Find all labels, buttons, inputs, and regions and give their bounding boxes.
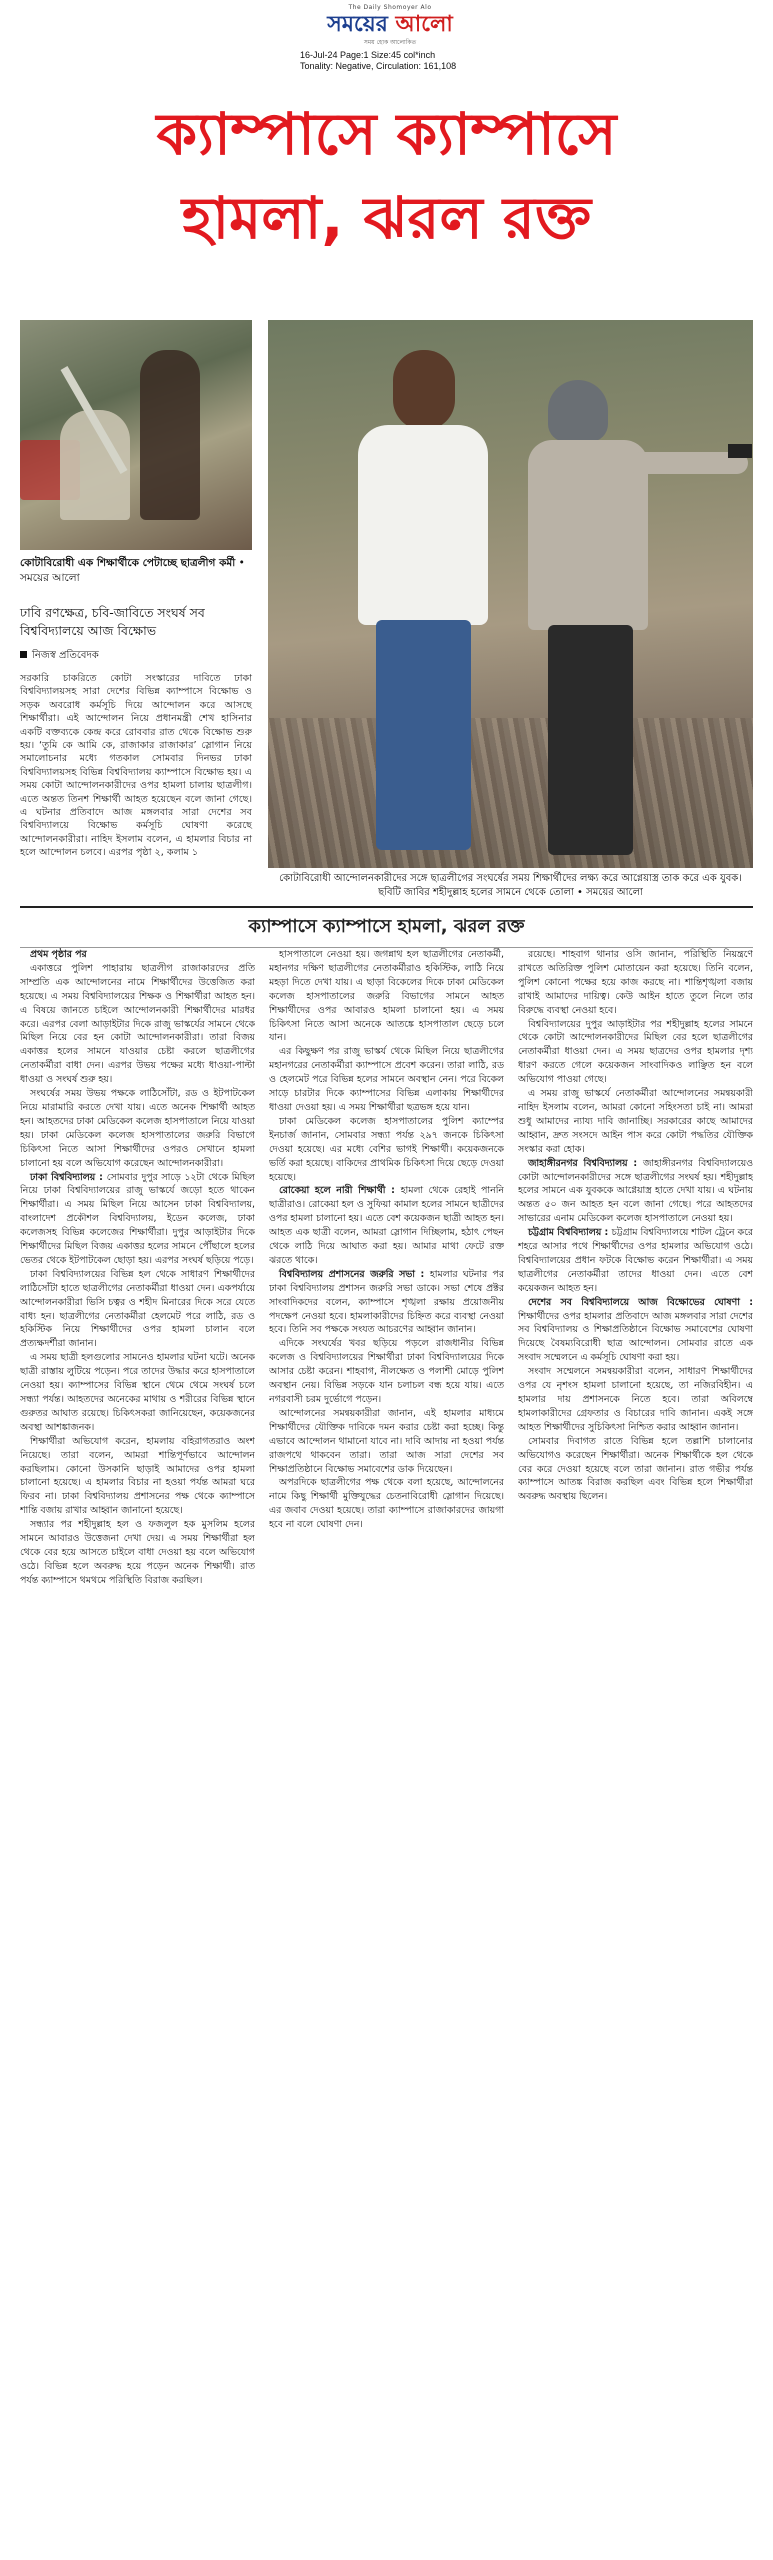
continuation-title: ক্যাম্পাসে ক্যাম্পাসে হামলা, ঝরল রক্ত	[20, 906, 753, 948]
masthead	[0, 0, 773, 71]
paragraph-subheading: বিশ্ববিদ্যালয় প্রশাসনের জরুরি সভা :	[279, 1268, 430, 1280]
article-paragraph	[518, 1226, 753, 1296]
paragraph-text: হাসপাতালে নেওয়া হয়। জগন্নাথ হল ছাত্রলীগের নেতাকর্মী, মহানগর দক্ষিণ ছাত্রলীগের নেতাকর্মীরাও হকিস্টিক, লাঠি নিয়ে মহড়া দিতে দেখা যায়। এ ছাড়া বিকেলের দিকে ঢাকা মেডিকেল কলেজ হাসপাতালের জরুরি বিভাগের সামনে আহত শিক্ষার্থীদের ওপর আবারও হামলা চালানো হয়। এ সময় চিকিৎসা নিতে আসা অনেকে আতঙ্কে হাসপাতাল ছেড়ে চলে যান।	[269, 949, 504, 1044]
paragraph-text: শিক্ষার্থীদের ওপর হামলার প্রতিবাদে আজ মঙ্গলবার সারা দেশের সব বিশ্ববিদ্যালয় ও শিক্ষাপ্রতিষ্ঠানে বিক্ষোভ সমাবেশের ঘোষণা দিয়েছে বৈষম্যবিরোধী ছাত্র আন্দোলন। সোমবার রাতে এক সংবাদ সম্মেলনে এ কর্মসূচি ঘোষণা করা হয়।	[518, 1310, 753, 1364]
paragraph-subheading: প্রথম পৃষ্ঠার পর	[30, 949, 87, 960]
photo-left-caption	[20, 556, 252, 586]
paragraph-text: ঢাকা বিশ্ববিদ্যালয়ের বিভিন্ন হল থেকে সাধারণ শিক্ষার্থীদের লাঠিসোঁটা হাতে ছাত্রলীগের নেতাকর্মীরা ধাওয়া দেন। একপর্যায়ে আন্দোলনকারীরা ভিসি চত্বর ও শহীদ মিনারের দিকে সরে যেতে বাধ্য হন। ছাত্রলীগের নেতাকর্মীরা হেলমেট পরে লাঠি, রড ও হকিস্টিক নিয়ে শিক্ষার্থীদের ওপর হামলা চালান বলে প্রত্যক্ষদর্শীরা জানান।	[20, 1268, 255, 1350]
logo-tagline: সময় হোক আলোকিত	[363, 39, 417, 46]
paragraph-text: জাহাঙ্গীরনগর বিশ্ববিদ্যালয়েও কোটা আন্দোলনকারীদের সঙ্গে ছাত্রলীগের সংঘর্ষ হয়। শহীদুল্লাহ হলের সামনে এক যুবককে আগ্নেয়াস্ত্র হাতে দেখা যায়। এ ঘটনায় অন্তত ৫০ জন আহত হন বলে জানা গেছে। পরে আহতদের সাভারের এনাম মেডিকেল কলেজ হাসপাতালে নেওয়া হয়।	[518, 1157, 753, 1225]
paragraph-text: শিক্ষার্থীরা অভিযোগ করেন, হামলায় বহিরাগতরাও অংশ নিয়েছে। তারা বলেন, আমরা শান্তিপূর্ণভাবে আন্দোলন করছিলাম। কোনো উসকানি ছাড়াই আমাদের ওপর হামলা চালানো হয়েছে। এ হামলার বিচার না হওয়া পর্যন্ত আমরা ঘরে ফিরব না। ঢাকা বিশ্ববিদ্যালয় প্রশাসনের পক্ষ থেকে ক্যাম্পাসে শান্তি বজায় রাখার আহ্বান জানানো হয়েছে।	[20, 1435, 255, 1517]
paragraph-text: হামলা থেকে রেহাই পাননি ছাত্রীরাও। রোকেয়া হল ও সুফিয়া কামাল হলের সামনে ছাত্রীদের ওপর হামলা চালানো হয়। এতে বেশ কয়েকজন ছাত্রী আহত হন। আহত এক ছাত্রী বলেন, আমরা স্লোগান দিচ্ছিলাম, হঠাৎ পেছন থেকে লাঠি দিয়ে আঘাত করা হয়। আমার মাথা ফেটে রক্ত ঝরতে থাকে।	[269, 1185, 504, 1266]
paragraph-text: বিশ্ববিদ্যালয়ের দুপুর আড়াইটার পর শহীদুল্লাহ হলের সামনে থেকে কোটা আন্দোলনকারীদের মিছিল বের হলে ছাত্রলীগের নেতাকর্মীরা ধাওয়া দেন। এ সময় ছাত্রদের ওপর হামলার দৃশ্য ধারণ করতে গেলে কয়েকজন সাংবাদিকও লাঞ্ছিত হন বলে অভিযোগ পাওয়া গেছে।	[518, 1018, 753, 1086]
newspaper-logo	[290, 4, 490, 48]
article-paragraph	[518, 1018, 753, 1088]
photo-attacker-figure	[140, 350, 200, 520]
article-paragraph	[269, 1115, 504, 1185]
logo-text	[290, 11, 490, 37]
photo-man-white-shirt	[348, 350, 498, 868]
article-paragraph	[518, 948, 753, 1018]
photo-gunman	[268, 320, 753, 868]
paragraph-text: একাত্তরে পুলিশ পাহারায় ছাত্রলীগ রাজাকারদের প্রতি সাম্প্রতি এক আন্দোলনের নামে শিক্ষার্থীদের উত্তেজিত করা হয়েছে। এ সময় বিশ্ববিদ্যালয়ের শিক্ষক ও শিক্ষার্থীরা আহত হন। এ বিষয়ে জানতে চাইলে আন্দোলনকারী শিক্ষার্থীদের মারধর করে। এরপর বেলা আড়াইটার দিকে রাজু ভাস্কর্যের সামনে থেকে মিছিল নিয়ে বের হন কোটা আন্দোলনকারীরা। তারা বিজয় একাত্তর হলের সামনে যাওয়ার চেষ্টা করলে ছাত্রলীগের নেতাকর্মীরা বাধা দেন। এরপর উভয় পক্ষের মধ্যে ধাওয়া-পাল্টা ধাওয়া ও সংঘর্ষ শুরু হয়।	[20, 962, 255, 1086]
tonality-info: Tonality: Negative, Circulation: 161,108	[300, 61, 457, 71]
main-headline	[20, 92, 753, 260]
paragraph-text: রয়েছে। শাহবাগ থানার ওসি জানান, পরিস্থিতি নিয়ন্ত্রণে রাখতে অতিরিক্ত পুলিশ মোতায়েন করা হয়েছে। তিনি বলেন, পুলিশ কোনো পক্ষের হয়ে কাজ করছে না। শান্তিশৃঙ্খলা বজায় রাখাই আমাদের দায়িত্ব। কেউ আইন হাতে তুলে নিলে তার বিরুদ্ধে ব্যবস্থা নেওয়া হবে।	[518, 949, 753, 1016]
paragraph-text: সংঘর্ষের সময় উভয় পক্ষকে লাঠিসোঁটা, রড ও ইটপাটকেল নিয়ে মারামারি করতে দেখা যায়। এতে অনেক শিক্ষার্থী আহত হন। আহতদের ঢাকা মেডিকেল কলেজ হাসপাতালে নিয়ে যাওয়া হয়। ঢাকা মেডিকেল কলেজ হাসপাতালের জরুরি বিভাগে চিকিৎসা নিতে আসা শিক্ষার্থীদের ওপরও সেখানে হামলা চালানো হয় বলে অভিযোগ করেছেন আন্দোলনকারীরা।	[20, 1088, 255, 1169]
man1-legs	[376, 620, 471, 850]
article-paragraph	[518, 1087, 753, 1157]
date-page-info: 16-Jul-24 Page:1 Size:45 col*inch	[300, 50, 436, 60]
article-columns	[20, 948, 753, 2546]
story-subhead: ঢাবি রণক্ষেত্র, চবি-জাবিতে সংঘর্ষ সব বিশ্ববিদ্যালয়ে আজ বিক্ষোভ	[20, 605, 205, 638]
article-column	[20, 948, 255, 2546]
logo-english-name: The Daily Shomoyer Alo	[348, 4, 432, 11]
man1-head	[393, 350, 455, 430]
photo-left-caption-text: কোটাবিরোধী এক শিক্ষার্থীকে পেটাচ্ছে ছাত্রলীগ কর্মী	[20, 557, 236, 569]
byline: নিজস্ব প্রতিবেদক	[20, 648, 99, 665]
photo-man-with-gun	[528, 380, 748, 860]
article-paragraph	[20, 1351, 255, 1434]
man2-helmet	[548, 380, 608, 442]
article-paragraph	[20, 962, 255, 1087]
article-paragraph	[269, 1268, 504, 1338]
article-paragraph	[20, 948, 255, 962]
article-paragraph	[20, 1087, 255, 1170]
article-paragraph	[20, 1518, 255, 1588]
paragraph-text: সন্ধ্যার পর শহীদুল্লাহ হল ও ফজলুল হক মুসলিম হলের সামনে আবারও উত্তেজনা দেখা দেয়। এ সময় শিক্ষার্থীরা হল থেকে বের হয়ে আসতে চাইলে বাধা দেওয়া হয় বলে অভিযোগ ওঠে। বিভিন্ন হলে অবরুদ্ধ হয়ে পড়েন অনেক শিক্ষার্থী। রাত পর্যন্ত ক্যাম্পাসে থমথমে পরিস্থিতি বিরাজ করছিল।	[20, 1519, 255, 1586]
article-paragraph	[20, 1171, 255, 1268]
man1-torso	[358, 425, 488, 625]
clipping-metadata	[300, 50, 456, 72]
paragraph-text: চট্টগ্রাম বিশ্ববিদ্যালয়ে শাটল ট্রেনে করে শহরে আসার পথে শিক্ষার্থীদের ওপর হামলার অভিযোগ ওঠে। বিশ্ববিদ্যালয়ের প্রধান ফটকে বিক্ষোভ করেন শিক্ষার্থীরা। এ সময় ছাত্রলীগের নেতাকর্মীরা তাদের ধাওয়া দেন। এতে বেশ কয়েকজন আহত হন।	[518, 1227, 753, 1294]
paragraph-text: এ সময় রাজু ভাস্কর্যে নেতাকর্মীরা আন্দোলনের সমন্বয়কারী নাহিদ ইসলাম বলেন, আমরা কোনো সহিংসতা চাই না। আমরা শুধু আমাদের ন্যায্য দাবি জানাচ্ছি। সরকারের কাছে আমাদের আহ্বান, দ্রুত সংসদে আইন পাস করে কোটা পদ্ধতির যৌক্তিক সংস্কার করা হোক।	[518, 1088, 753, 1155]
paragraph-text: সোমবার দিবাগত রাতে বিভিন্ন হলে তল্লাশি চালানোর অভিযোগও করেছেন শিক্ষার্থীরা। অনেক শিক্ষার্থীকে হল থেকে বের করে দেওয়া হয়েছে বলে তারা জানান। রাত গভীর পর্যন্ত ক্যাম্পাসে আতঙ্ক বিরাজ করছিল এবং বিভিন্ন হলে শিক্ষার্থীরা অবরুদ্ধ অবস্থায় ছিলেন।	[518, 1435, 753, 1503]
photo-right-caption: কোটাবিরোধী আন্দোলনকারীদের সঙ্গে ছাত্রলীগের সংঘর্ষের সময় শিক্ষার্থীদের লক্ষ্য করে আগ্নেয়াস্ত্র তাক করে এক যুবক। ছবিটি জাবির শহীদুল্লাহ হলের সামনে থেকে তোলা • সময়ের আলো	[279, 873, 742, 898]
paragraph-text: ঢাকা মেডিকেল কলেজ হাসপাতালের পুলিশ ক্যাম্পের ইনচার্জ জানান, সোমবার সন্ধ্যা পর্যন্ত ২৯৭ জনকে চিকিৎসা দেওয়া হয়েছে। এর মধ্যে বেশির ভাগই শিক্ষার্থী। কয়েকজনকে ভর্তি করা হয়েছে। বাকিদের প্রাথমিক চিকিৎসা দিয়ে ছেড়ে দেওয়া হয়েছে।	[269, 1115, 504, 1183]
article-column	[518, 948, 753, 2546]
article-column	[269, 948, 504, 2546]
gun-icon	[728, 444, 752, 458]
logo-part-2: আলো	[395, 11, 453, 37]
paragraph-subheading: রোকেয়া হলে নারী শিক্ষার্থী :	[279, 1185, 401, 1197]
man2-legs	[548, 625, 633, 855]
paragraph-text: হামলার ঘটনার পর ঢাকা বিশ্ববিদ্যালয় প্রশাসন জরুরি সভা ডাকে। সভা শেষে প্রক্টর সাংবাদিকদের বলেন, ক্যাম্পাসে শৃঙ্খলা রক্ষায় প্রয়োজনীয় পদক্ষেপ নেওয়া হবে। হামলাকারীদের চিহ্নিত করে ব্যবস্থা নেওয়া হবে। তিনি সব পক্ষকে সংযত আচরণের আহ্বান জানান।	[269, 1268, 504, 1336]
article-paragraph	[269, 1476, 504, 1532]
article-paragraph	[518, 1157, 753, 1227]
paragraph-text: সোমবার দুপুর সাড়ে ১২টা থেকে মিছিল নিয়ে ঢাকা বিশ্ববিদ্যালয়ের রাজু ভাস্কর্যে জড়ো হতে থাকেন শিক্ষার্থীরা। এ সময় মিছিল নিয়ে আসেন ঢাকা বিশ্ববিদ্যালয়, বাংলাদেশ প্রকৌশল বিশ্ববিদ্যালয়, ইডেন কলেজ, ঢাকা কলেজসহ বিভিন্ন কলেজের শিক্ষার্থীরা। দুপুর আড়াইটার দিকে শিক্ষার্থীদের মিছিল বিজয় একাত্তর হলের সামনে পৌঁছালে হলের ভেতর থেকে ইটপাটকেল ছোড়া হয়। এরপর সংঘর্ষ ছড়িয়ে পড়ে।	[20, 1171, 255, 1266]
paragraph-subheading: চট্টগ্রাম বিশ্ববিদ্যালয় :	[528, 1227, 612, 1239]
headline-line-1: ক্যাম্পাসে ক্যাম্পাসে	[156, 100, 617, 168]
article-paragraph	[269, 948, 504, 1045]
article-paragraph	[518, 1435, 753, 1505]
paragraph-subheading: জাহাঙ্গীরনগর বিশ্ববিদ্যালয় :	[528, 1157, 644, 1169]
paragraph-subheading: ঢাকা বিশ্ববিদ্যালয় :	[30, 1171, 107, 1183]
photo-left-credit: • সময়ের আলো	[20, 557, 245, 584]
paragraph-text: অপরদিকে ছাত্রলীগের পক্ষ থেকে বলা হয়েছে, আন্দোলনের নামে কিছু শিক্ষার্থী মুক্তিযুদ্ধের চেতনাবিরোধী স্লোগান দিয়েছে। এর জবাব দেওয়া হয়েছে। তারা ক্যাম্পাসে রাজাকারদের জায়গা হবে না বলে ঘোষণা দেন।	[269, 1477, 504, 1531]
article-paragraph	[20, 1268, 255, 1351]
paragraph-text: এর কিছুক্ষণ পর রাজু ভাস্কর্য থেকে মিছিল নিয়ে ছাত্রলীগের মহানগরের নেতাকর্মীরা ক্যাম্পাসে প্রবেশ করেন। তারা লাঠি, রড ও হেলমেট পরে বিভিন্ন হলের সামনে অবস্থান নেন। পরে বিকেল সাড়ে চারটার দিকে ক্যাম্পাসের বিভিন্ন এলাকায় শিক্ষার্থীদের ধাওয়া দেওয়া হয়। এ সময় শিক্ষার্থীরা ছত্রভঙ্গ হয়ে যান।	[269, 1046, 504, 1113]
article-paragraph	[269, 1407, 504, 1477]
paragraph-subheading: দেশের সব বিশ্ববিদ্যালয়ে আজ বিক্ষোভের ঘোষণা :	[528, 1296, 753, 1308]
article-paragraph	[269, 1337, 504, 1407]
headline-line-2: হামলা, ঝরল রক্ত	[181, 184, 592, 252]
paragraph-text: এদিকে সংঘর্ষের খবর ছড়িয়ে পড়লে রাজধানীর বিভিন্ন কলেজ ও বিশ্ববিদ্যালয়ের শিক্ষার্থীরা ঢাকা বিশ্ববিদ্যালয়ের দিকে আসার চেষ্টা করেন। শাহবাগ, নীলক্ষেত ও পলাশী মোড়ে পুলিশ অবস্থান নেয়। বিভিন্ন সড়কে যান চলাচল বন্ধ হয়ে যায়। এতে নগরবাসী চরম দুর্ভোগে পড়েন।	[269, 1338, 504, 1405]
paragraph-text: এ সময় ছাত্রী হলগুলোর সামনেও হামলার ঘটনা ঘটে। অনেক ছাত্রী রাস্তায় লুটিয়ে পড়েন। পরে তাদের উদ্ধার করে হাসপাতালে নেওয়া হয়। ক্যাম্পাসের বিভিন্ন স্থানে থেমে থেমে সংঘর্ষ চলে সন্ধ্যা পর্যন্ত। আহতদের অনেকের মাথায় ও শরীরের বিভিন্ন স্থানে গুরুতর আঘাত রয়েছে। চিকিৎসকরা জানিয়েছেন, কয়েকজনের অবস্থা আশঙ্কাজনক।	[20, 1352, 255, 1433]
photo-beating-student	[20, 320, 252, 550]
article-paragraph	[269, 1045, 504, 1115]
intro-paragraph: সরকারি চাকরিতে কোটা সংস্কারের দাবিতে ঢাকা বিশ্ববিদ্যালয়সহ সারা দেশের বিভিন্ন ক্যাম্পাসে বিক্ষোভ ও সড়ক অবরোধ কর্মসূচি দিয়ে আন্দোলন করে আসছে শিক্ষার্থীরা। এই আন্দোলন নিয়ে প্রধানমন্ত্রী শেখ হাসিনার একটি বক্তব্যকে কেন্দ্র করে রোববার রাত থেকে বিক্ষোভ শুরু হয়। ‘তুমি কে আমি কে, রাজাকার রাজাকার’ স্লোগান নিয়ে সমালোচনার মধ্যে গতকাল সোমবার দিনভর ঢাকা বিশ্ববিদ্যালয়সহ বিভিন্ন বিশ্ববিদ্যালয় ক্যাম্পাসে বিক্ষোভ হয়। এ সময় কোটা আন্দোলনকারীদের ওপর হামলা চালায় ছাত্রলীগ। এতে অন্তত তিনশ শিক্ষার্থী আহত হয়েছেন বলে জানা গেছে। এ ঘটনার প্রতিবাদে আজ মঙ্গলবার সারা দেশের সব বিশ্ববিদ্যালয়ে বিক্ষোভ কর্মসূচি ঘোষণা করেছে আন্দোলনকারীরা। নাহিদ ইসলাম বলেন, এ হামলার বিচার না হলে আন্দোলন চলবে। এরপর পৃষ্ঠা ২, কলাম ১	[20, 673, 252, 859]
logo-part-1: সময়ের	[327, 11, 388, 37]
paragraph-text: আন্দোলনের সমন্বয়কারীরা জানান, এই হামলার মাধ্যমে শিক্ষার্থীদের যৌক্তিক দাবিকে দমন করার চেষ্টা করা হচ্ছে। কিন্তু এভাবে আন্দোলন থামানো যাবে না। দাবি আদায় না হওয়া পর্যন্ত রাজপথে থাকবেন তারা। তারা আজ সারা দেশের সব শিক্ষাপ্রতিষ্ঠানে বিক্ষোভ সমাবেশের ডাক দিয়েছেন।	[269, 1407, 504, 1475]
article-paragraph	[269, 1184, 504, 1267]
article-paragraph	[518, 1296, 753, 1366]
article-paragraph	[20, 1435, 255, 1518]
paragraph-text: সংবাদ সম্মেলনে সমন্বয়কারীরা বলেন, সাধারণ শিক্ষার্থীদের ওপর যে নৃশংস হামলা চালানো হয়েছে, তা নজিরবিহীন। এ হামলার দায় প্রশাসনকে নিতে হবে। তারা অবিলম্বে হামলাকারীদের গ্রেফতার ও বিচারের দাবি জানান। একই সঙ্গে আহত শিক্ষার্থীদের সুচিকিৎসা নিশ্চিত করার আহ্বান জানান।	[518, 1366, 753, 1433]
article-paragraph	[518, 1365, 753, 1435]
